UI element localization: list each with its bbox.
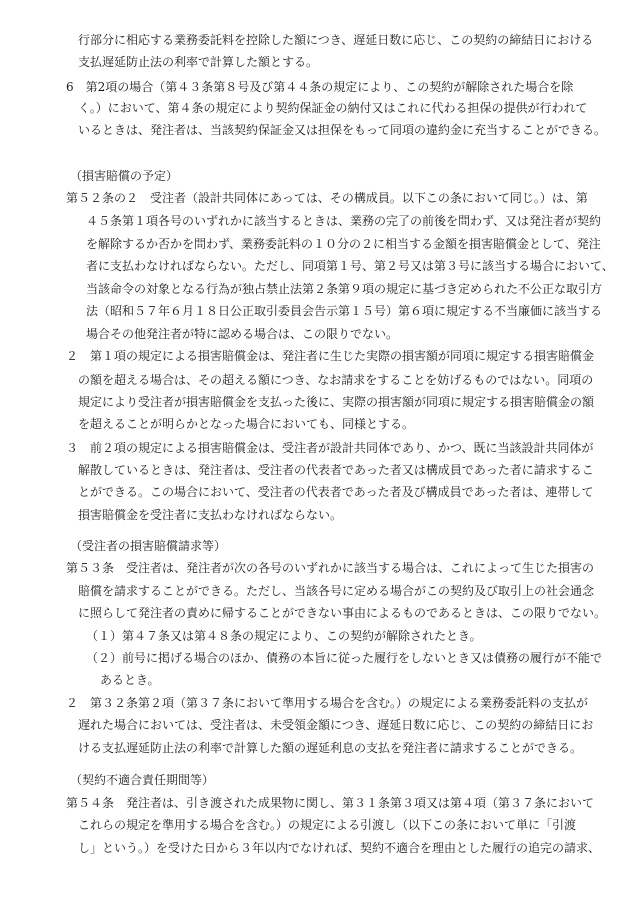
text-line: 法（昭和５７年６月１８日公正取引委員会告示第１５号）第６項に規定する不当廉価に該当する xyxy=(86,304,603,318)
text-line: し」という。）を受けた日から３年以内でなければ、契約不適合を理由とした履行の追完の請求、 xyxy=(78,841,601,855)
text-line: （２）前号に掲げる場合のほか、債務の本旨に従った履行をしないとき又は債務の履行が不能で xyxy=(86,651,603,665)
text-line: 者に支払わなければならない。ただし、同項第１号、第２号又は第３号に該当する場合において、 xyxy=(86,259,614,273)
text-line: を解除するか否かを問わず、業務委託料の１０分の２に相当する金額を損害賠償金として、発注 xyxy=(86,237,601,251)
text-line: ける支払遅延防止法の利率で計算した額の遅延利息の支払を発注者に請求することができる。 xyxy=(78,741,583,755)
text-line: （１）第４７条又は第４８条の規定により、この契約が解除されたとき。 xyxy=(86,629,482,643)
text-line: 6 第2項の場合（第４３条第８号及び第４４条の規定により、この契約が解除された場合を除 xyxy=(66,80,574,94)
text-line: とができる。この場合において、受注者の代表者であった者及び構成員であった者は、連帯して xyxy=(78,485,594,499)
text-line: （受注者の損害賠償請求等） xyxy=(70,539,227,553)
text-line: を超えることが明らかとなった場合においても、同様とする。 xyxy=(78,417,415,431)
text-line: 支払遅延防止法の利率で計算した額とする。 xyxy=(78,55,319,69)
text-line: の額を超える場合は、その超える額につき、なお請求をすることを妨げるものではない。同項の xyxy=(78,373,594,387)
text-line: 損害賠償金を受注者に支払わなければならない。 xyxy=(78,508,343,522)
text-line: に照らして発注者の責めに帰することができない事由によるものであるときは、この限りでない。 xyxy=(78,606,607,620)
text-line: これらの規定を準用する場合を含む。）の規定による引渡し（以下この条において単に「引渡 xyxy=(78,818,577,832)
text-line: ２ 第１項の規定による損害賠償金は、発注者に生じた実際の損害額が同項に規定する損害賠償金 xyxy=(66,349,595,363)
text-line: あるとき。 xyxy=(100,673,160,687)
text-line: 第５３条 受注者は、発注者が次の各号のいずれかに該当する場合は、これによって生じた損害の xyxy=(66,561,595,575)
text-line: ２ 第３２条第２項（第３７条において準用する場合を含む。）の規定による業務委託料の支払が xyxy=(66,696,589,710)
text-line: 当該命令の対象となる行為が独占禁止法第２条第９項の規定に基づき定められた不公正な取引方 xyxy=(86,282,603,296)
text-line: （契約不適合責任期間等） xyxy=(70,773,215,787)
text-line: 行部分に相応する業務委託料を控除した額につき、遅延日数に応じ、この契約の締結日における xyxy=(78,33,594,47)
text-line: 賠償を請求することができる。ただし、当該各号に定める場合がこの契約及び取引上の社会通念 xyxy=(78,584,595,598)
text-line: く。）において、第４条の規定により契約保証金の納付又はこれに代わる担保の提供が行われて xyxy=(78,101,588,115)
text-line: ４５条第１項各号のいずれかに該当するときは、業務の完了の前後を問わず、又は発注者が契約 xyxy=(86,214,602,228)
text-line: 規定により受注者が損害賠償金を支払った後に、実際の損害額が同項に規定する損害賠償金の額 xyxy=(78,395,595,409)
text-line: 場合その他発注者が特に認める場合は、この限りでない。 xyxy=(86,327,399,341)
text-line: （損害賠償の予定） xyxy=(70,169,179,183)
text-line: 解散しているときは、発注者は、受注者の代表者であった者又は構成員であった者に請求するこ xyxy=(78,463,594,477)
text-line: 第５２条の２ 受注者（設計共同体にあっては、その構成員。以下この条において同じ。）は、第 xyxy=(66,191,588,205)
text-line: 第５４条 発注者は、引き渡された成果物に関し、第３１条第３項又は第４項（第３７条において xyxy=(66,796,595,810)
text-line: ３ 前２項の規定による損害賠償金は、受注者が設計共同体であり、かつ、既に当該設計共同体が xyxy=(66,441,594,455)
text-line: 遅れた場合においては、受注者は、未受領金額につき、遅延日数に応じ、この契約の締結日にお xyxy=(78,718,594,732)
text-line: いるときは、発注者は、当該契約保証金又は担保をもって同項の違約金に充当することができる。 xyxy=(78,123,607,137)
